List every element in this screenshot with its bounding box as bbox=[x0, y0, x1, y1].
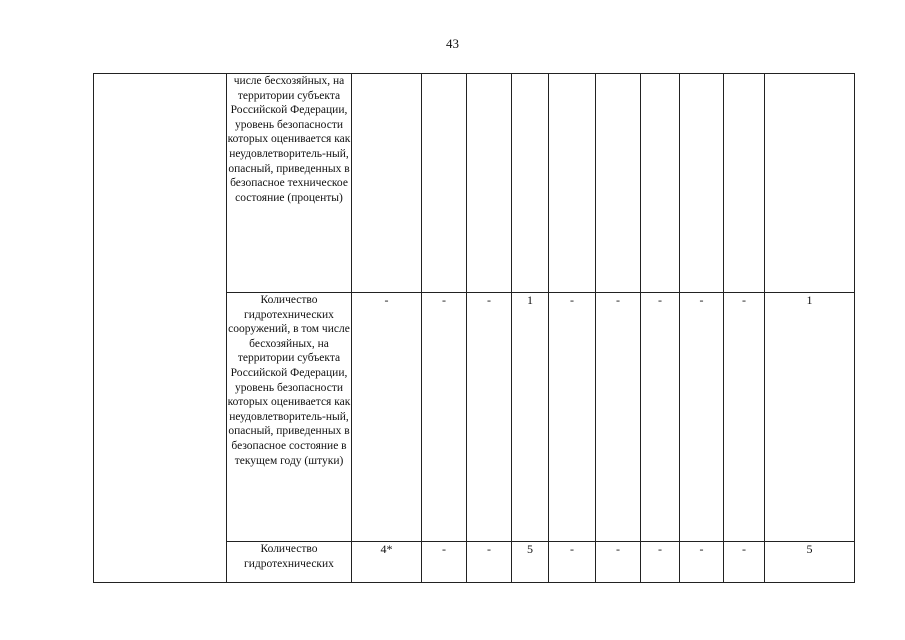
cell-value: 5 bbox=[512, 542, 549, 583]
cell-value bbox=[680, 74, 724, 293]
cell-value: - bbox=[724, 293, 765, 542]
cell-value bbox=[641, 74, 680, 293]
cell-value bbox=[422, 74, 467, 293]
cell-value bbox=[467, 74, 512, 293]
cell-value: 5 bbox=[765, 542, 855, 583]
cell-value: - bbox=[422, 542, 467, 583]
cell-value: - bbox=[352, 293, 422, 542]
cell-value: - bbox=[596, 293, 641, 542]
cell-value bbox=[596, 74, 641, 293]
empty-first-column bbox=[94, 74, 227, 583]
cell-value: 1 bbox=[765, 293, 855, 542]
cell-value: - bbox=[641, 542, 680, 583]
row-description: Количество гидротехнических bbox=[227, 542, 352, 583]
cell-value: - bbox=[641, 293, 680, 542]
cell-value: - bbox=[549, 293, 596, 542]
cell-value bbox=[724, 74, 765, 293]
cell-value: - bbox=[549, 542, 596, 583]
cell-value bbox=[352, 74, 422, 293]
row-description: Количество гидротехнических сооружений, в том числе бесхозяйных, на территории субъекта Российской Федерации, уровень безопасности которых оценивается как неудовлетворитель-ный, опасный, приведенных в безопасное состояние в текущем году (штуки) bbox=[227, 293, 352, 542]
cell-value: - bbox=[596, 542, 641, 583]
cell-value: - bbox=[680, 293, 724, 542]
cell-value: - bbox=[680, 542, 724, 583]
cell-value: - bbox=[467, 542, 512, 583]
cell-value bbox=[765, 74, 855, 293]
cell-value bbox=[512, 74, 549, 293]
cell-value: 1 bbox=[512, 293, 549, 542]
cell-value: - bbox=[724, 542, 765, 583]
table-row bbox=[94, 74, 855, 293]
cell-value bbox=[549, 74, 596, 293]
row-description: числе бесхозяйных, на территории субъекта Российской Федерации, уровень безопасности которых оценивается как неудовлетворитель-ный, опасный, приведенных в безопасное техническое состояние (проценты) bbox=[227, 74, 352, 293]
cell-value: - bbox=[467, 293, 512, 542]
page-number: 43 bbox=[446, 36, 459, 51]
cell-value: - bbox=[422, 293, 467, 542]
cell-value: 4* bbox=[352, 542, 422, 583]
indicator-table bbox=[93, 73, 855, 583]
